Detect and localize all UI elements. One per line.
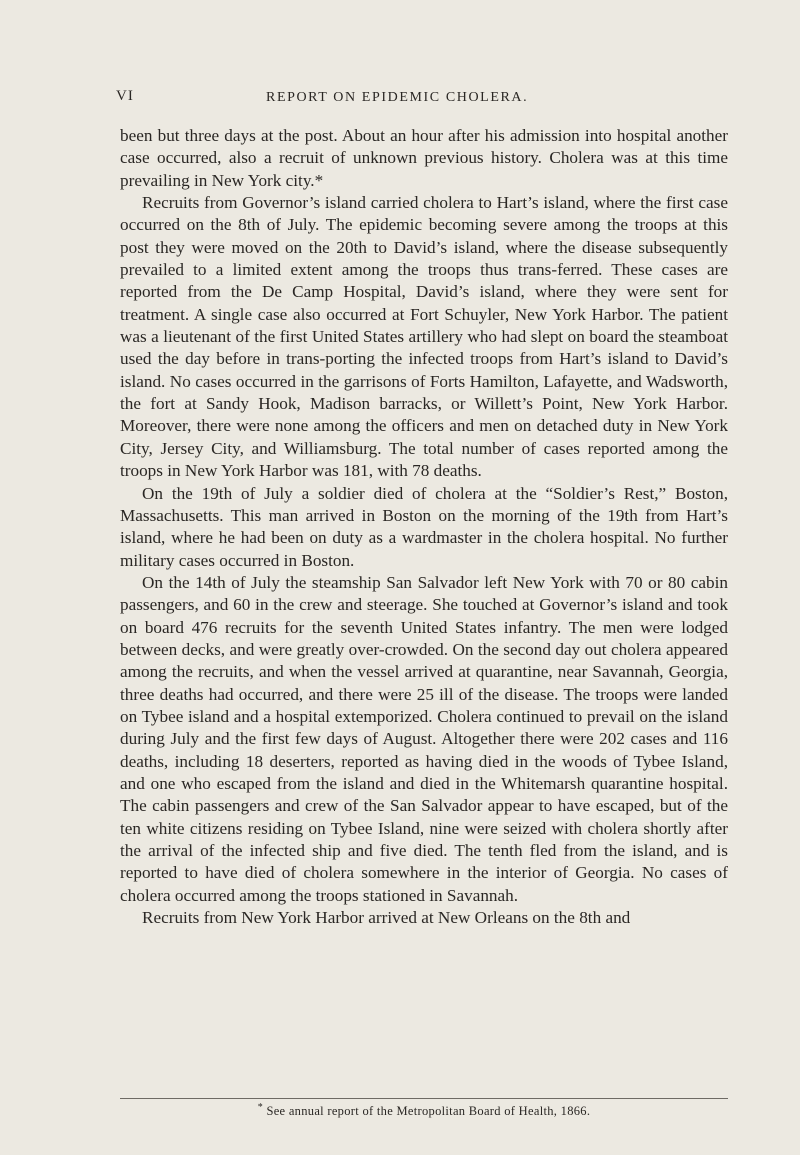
body-text (120, 125, 728, 929)
running-head (116, 88, 728, 110)
page-number: VI (116, 88, 134, 104)
paragraph: On the 14th of July the steamship San Salvador left New York with 70 or 80 cabin passengers, and 60 in the crew and steerage. She touched at Governor’s island and took on board 476 recruits for the seventh United States infantry. The men were lodged between decks, and were greatly over-crowded. On the second day out cholera appeared among the recruits, and when the vessel arrived at quarantine, near Savannah, Georgia, three deaths had occurred, and there were 25 ill of the disease. The troops were landed on Tybee island and a hospital extemporized. Cholera continued to prevail on the island during July and the first few days of August. Altogether there were 202 cases and 116 deaths, including 18 deserters, reported as having died in the woods of Tybee Island, and one who escaped from the island and died in the Whitemarsh quarantine hospital. The cabin passengers and crew of the San Salvador appear to have escaped, but of the ten white citizens residing on Tybee Island, nine were seized with cholera shortly after the arrival of the infected ship and five died. The tenth fled from the island, and is reported to have died of cholera somewhere in the interior of Georgia. No cases of cholera occurred among the troops stationed in Savannah. (120, 572, 728, 905)
footnote (120, 1101, 728, 1119)
running-title: REPORT ON EPIDEMIC CHOLERA. (266, 90, 529, 105)
paragraph: On the 19th of July a soldier died of cholera at the “Soldier’s Rest,” Boston, Massachusetts. This man arrived in Boston on the morning of the 19th from Hart’s island, where he had been on duty as a wardmaster in the cholera hospital. No further military cases occurred in Boston. (120, 483, 728, 570)
footnote-divider (120, 1098, 728, 1099)
footnote-mark: * (257, 1101, 264, 1113)
paragraph: Recruits from Governor’s island carried cholera to Hart’s island, where the first case occurred on the 8th of July. The epidemic becoming severe among the troops at this post they were moved on the 20th to David’s island, where the disease subsequently prevailed to a limited extent among the troops thus trans-ferred. These cases are reported from the De Camp Hospital, David’s island, where they were sent for treatment. A single case also occurred at Fort Schuyler, New York Harbor. The patient was a lieutenant of the first United States artillery who had slept on board the steamboat used the day before in trans-porting the infected troops from Hart’s island to David’s island. No cases occurred in the garrisons of Forts Hamilton, Lafayette, and Wadsworth, the fort at Sandy Hook, Madison barracks, or Willett’s Point, New York Harbor. Moreover, there were none among the officers and men on detached duty in New York City, Jersey City, and Williamsburg. The total number of cases reported among the troops in New York Harbor was 181, with 78 deaths. (120, 193, 728, 481)
paragraph: been but three days at the post. About an hour after his admission into hospital another case occurred, also a recruit of unknown previous history. Cholera was at this time prevailing in New York city.* (120, 126, 728, 190)
paragraph: Recruits from New York Harbor arrived at New Orleans on the 8th and (142, 908, 631, 928)
footnote-text: See annual report of the Metropolitan Board of Health, 1866. (266, 1104, 591, 1118)
